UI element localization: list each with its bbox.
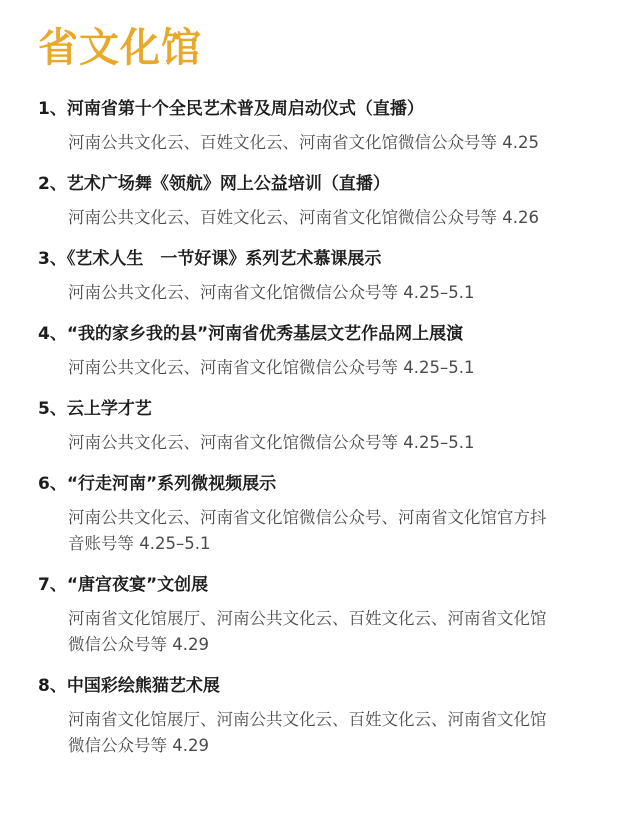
list-item [38,321,628,381]
item-description [68,280,623,306]
item-title: 5、云上学才艺 [38,399,152,419]
item-description [68,430,623,456]
item-description [68,707,623,759]
item-description-line: 河南省文化馆展厅、河南公共文化云、百姓文化云、河南省文化馆 [68,710,547,729]
item-title: 1、河南省第十个全民艺术普及周启动仪式（直播） [38,99,424,119]
item-title: 6、“行走河南”系列微视频展示 [38,474,277,494]
item-description [68,205,623,231]
list-item [38,673,628,759]
item-title: 8、中国彩绘熊猫艺术展 [38,676,220,696]
item-title: 3、《艺术人生 一节好课》系列艺术慕课展示 [38,249,382,269]
list-item [38,572,628,658]
list-item [38,396,628,456]
item-description-line: 河南公共文化云、河南省文化馆微信公众号等 4.25–5.1 [68,283,475,302]
item-title: 7、“唐宫夜宴”文创展 [38,575,209,595]
item-description-line: 河南省文化馆展厅、河南公共文化云、百姓文化云、河南省文化馆 [68,609,547,628]
item-description-line: 微信公众号等 4.29 [68,635,209,654]
item-description [68,130,623,156]
item-description [68,505,623,557]
event-list [38,96,628,774]
item-description [68,355,623,381]
item-description-line: 微信公众号等 4.29 [68,736,209,755]
list-item [38,471,628,557]
item-title: 4、“我的家乡我的县”河南省优秀基层文艺作品网上展演 [38,324,464,344]
item-description [68,606,623,658]
item-description-line: 河南公共文化云、河南省文化馆微信公众号、河南省文化馆官方抖 [68,508,547,527]
list-item [38,171,628,231]
item-description-line: 河南公共文化云、河南省文化馆微信公众号等 4.25–5.1 [68,433,475,452]
item-description-line: 河南公共文化云、百姓文化云、河南省文化馆微信公众号等 4.25 [68,133,539,152]
item-description-line: 河南公共文化云、河南省文化馆微信公众号等 4.25–5.1 [68,358,475,377]
item-title: 2、艺术广场舞《领航》网上公益培训（直播） [38,174,390,194]
list-item [38,246,628,306]
item-description-line: 河南公共文化云、百姓文化云、河南省文化馆微信公众号等 4.26 [68,208,539,227]
page-title: 省文化馆 [38,24,202,71]
item-description-line: 音账号等 4.25–5.1 [68,534,211,553]
list-item [38,96,628,156]
